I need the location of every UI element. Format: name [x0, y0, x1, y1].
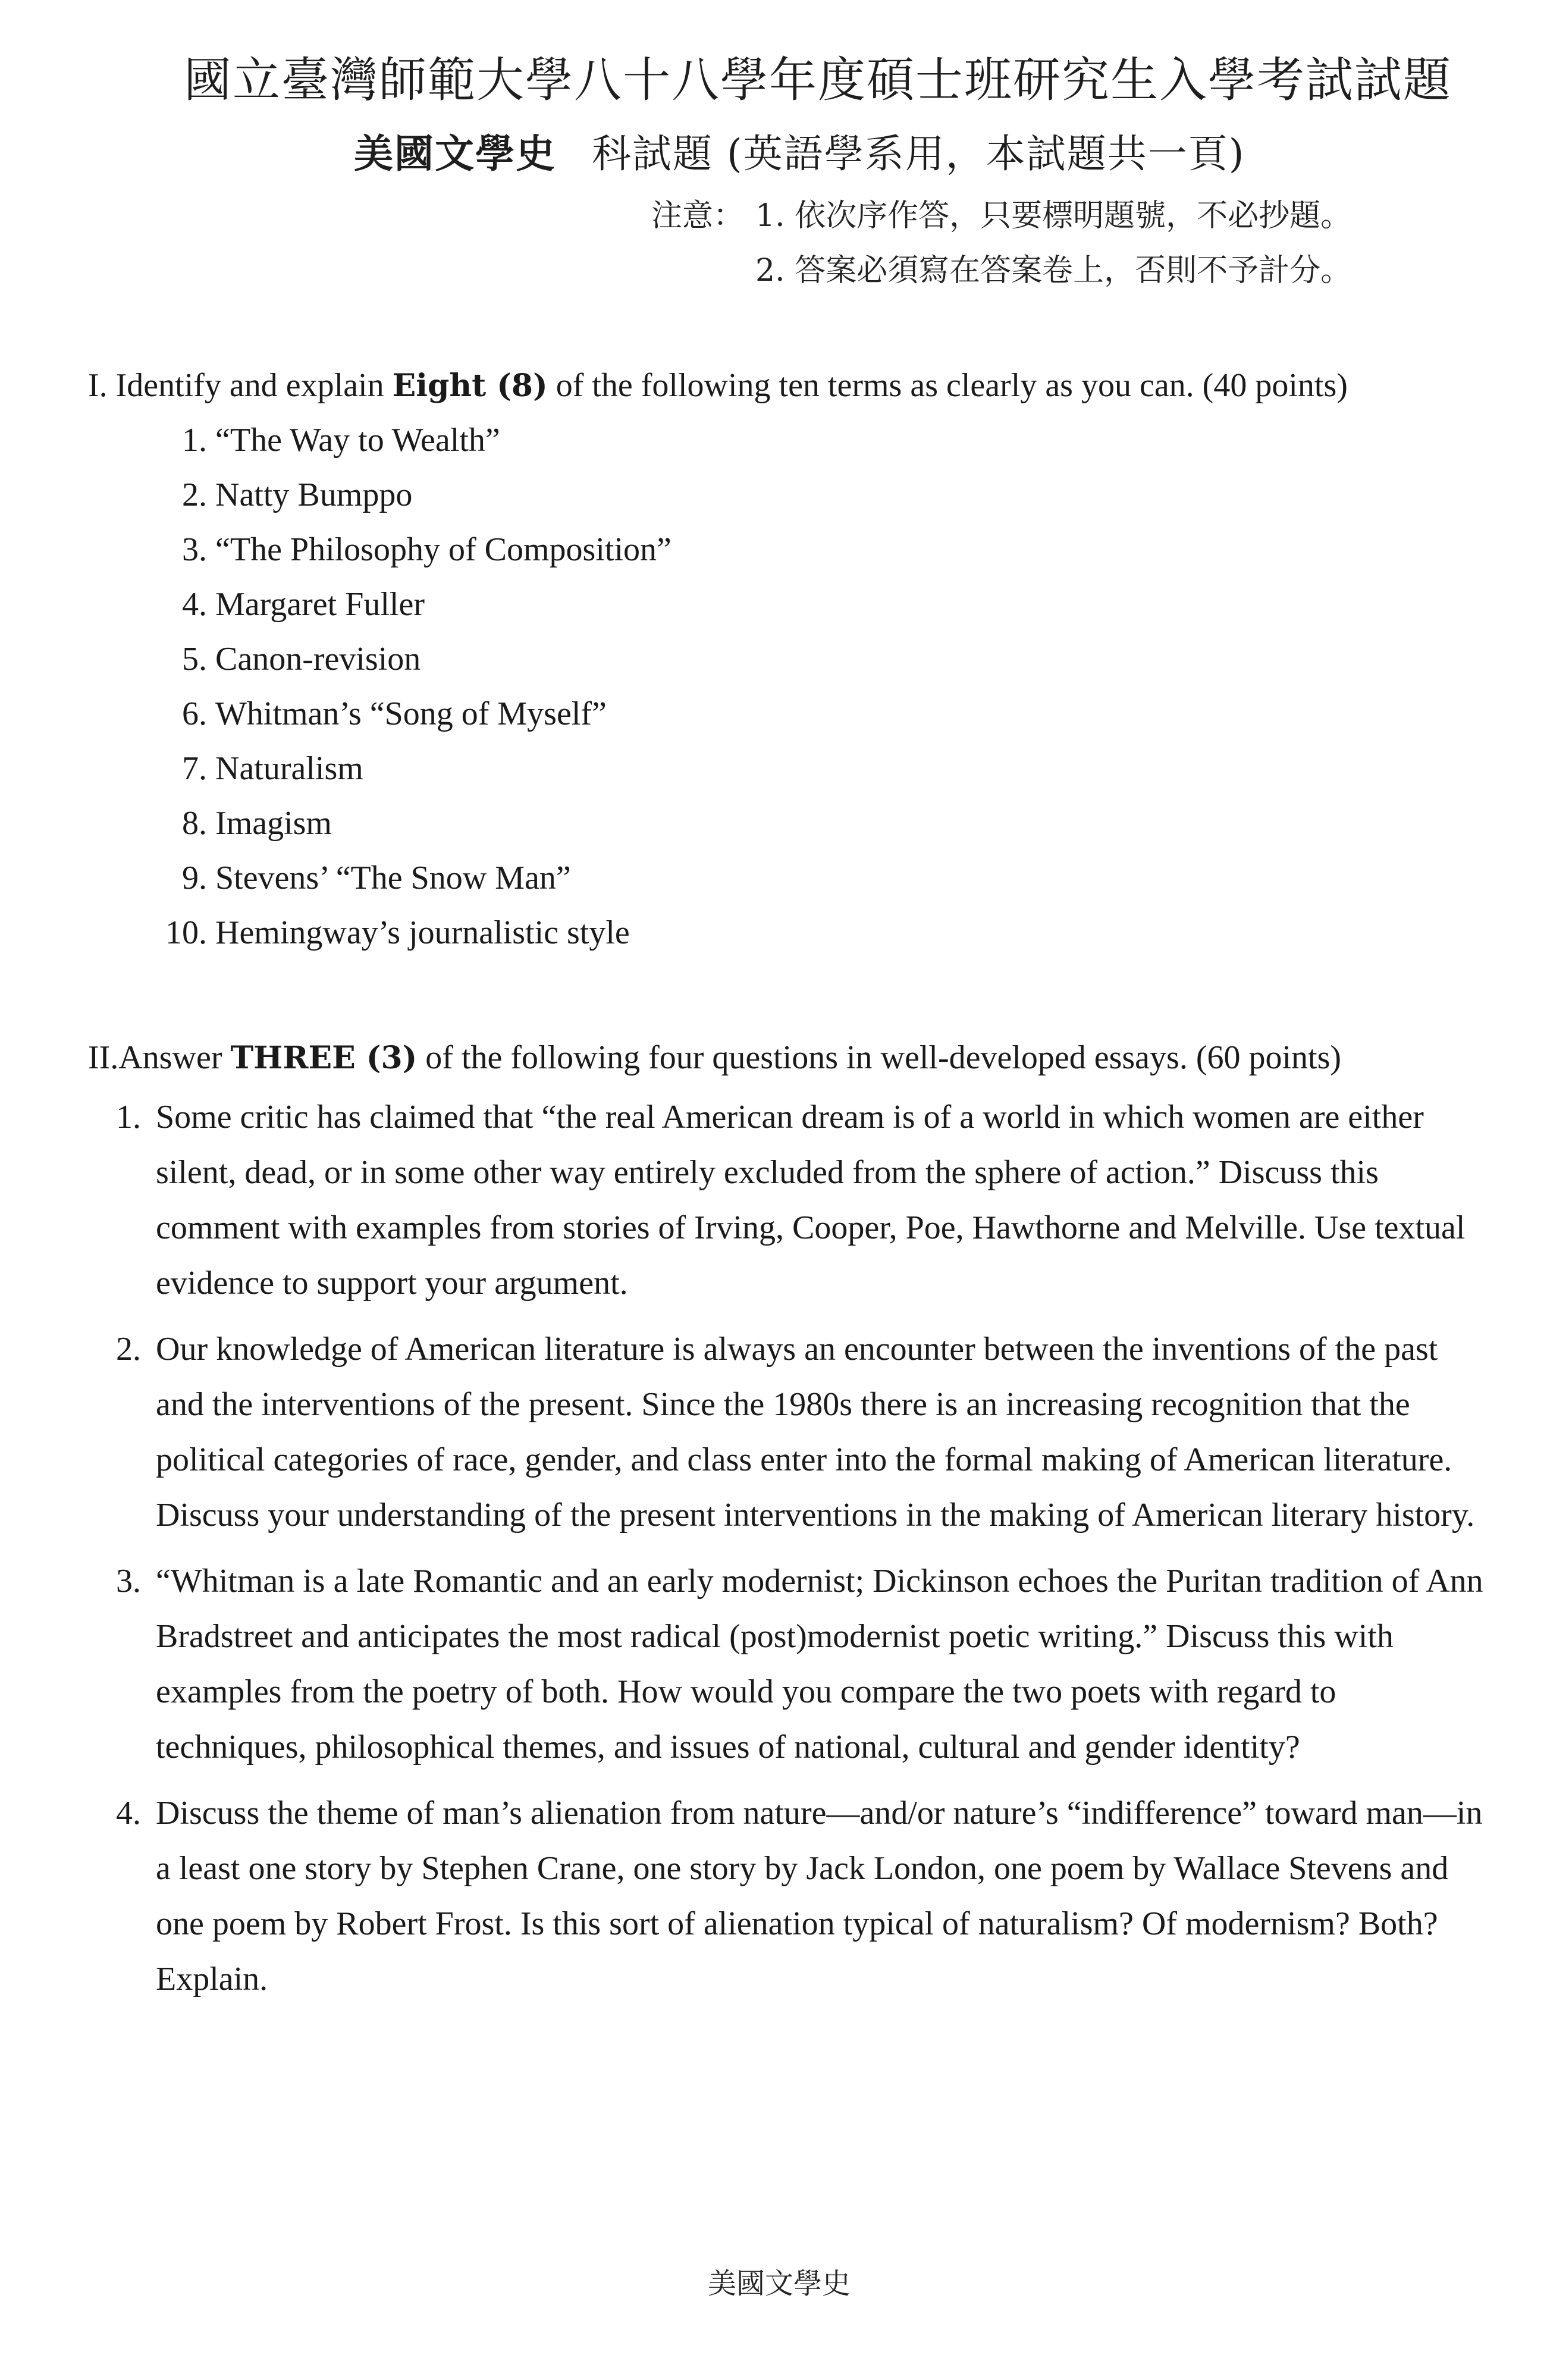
term-item — [159, 741, 1348, 796]
term-item — [159, 686, 1348, 741]
question-text: Our knowledge of American literature is always an encounter between the inventions of the past and the interventions of the present. Since the 1980s there is an increasing recognition that the political categories of race, gender, and class enter into the formal making of American literature. Discuss your understanding of the present interventions in the making of American literary history. — [156, 1331, 1475, 1534]
question-number: 2. — [116, 1331, 141, 1368]
question-number: 4. — [116, 1795, 141, 1832]
term-number: 6. — [182, 695, 207, 733]
term-text: Imagism — [215, 805, 332, 842]
term-number: 1. — [182, 422, 207, 459]
term-text: Canon-revision — [215, 641, 421, 678]
notice-text-1: 1. 依次序作答，只要標明題號，不必抄題。 — [755, 198, 1352, 234]
term-number: 8. — [182, 805, 207, 842]
term-item — [159, 905, 1348, 960]
question-item — [0, 1322, 1488, 1543]
question-item — [0, 1786, 1488, 2007]
section-2-heading-bold: THREE (3) — [230, 1040, 418, 1076]
question-number: 1. — [116, 1099, 141, 1136]
page-footer: 美國文學史 — [708, 2267, 851, 2300]
term-text: Natty Bumppo — [215, 476, 413, 514]
term-item — [159, 632, 1348, 686]
term-list — [159, 413, 1348, 960]
term-text: “The Way to Wealth” — [215, 422, 500, 459]
section-1-heading-post: of the following ten terms as clearly as you can. (40 points) — [556, 367, 1348, 404]
section-2-numeral: II. — [88, 1039, 119, 1076]
section-2-heading-pre: Answer — [118, 1039, 222, 1076]
section-2-heading-post: of the following four questions in well-developed essays. (60 points) — [425, 1039, 1342, 1076]
section-2-heading — [88, 1038, 1488, 1078]
term-text: Margaret Fuller — [215, 586, 425, 623]
term-number: 5. — [182, 641, 207, 678]
question-text: “Whitman is a late Romantic and an early modernist; Dickinson echoes the Puritan tradition of Ann Bradstreet and anticipates the most radical (post)modernist poetic writing.” Discuss this with examples from the poetry of both. How would you compare the two poets with regard to techniques, philosophical themes, and issues of national, cultural and gender identity? — [156, 1563, 1483, 1766]
notice-text-2: 2. 答案必須寫在答案卷上，否則不予計分。 — [755, 253, 1352, 289]
term-number: 4. — [182, 586, 207, 623]
exam-title: 國立臺灣師範大學八十八學年度碩士班研究生入學考試試題 — [184, 52, 1452, 108]
section-1 — [88, 366, 1348, 960]
question-text: Some critic has claimed that “the real American dream is of a world in which women are either silent, dead, or in some other way entirely excluded from the sphere of action.” Discuss this comment with examples from stories of Irving, Cooper, Poe, Hawthorne and Melville. Use textual evidence to support your argument. — [156, 1099, 1466, 1302]
section-1-heading-pre: Identify and explain — [115, 367, 384, 404]
notice-line-2 — [755, 245, 1351, 290]
subject-name: 美國文學史 — [354, 130, 556, 177]
term-number: 2. — [182, 476, 207, 514]
question-list — [0, 1090, 1488, 2007]
term-number: 9. — [182, 860, 207, 897]
term-item — [159, 851, 1348, 905]
term-item — [159, 468, 1348, 522]
section-2 — [88, 1038, 1488, 2018]
term-text: Hemingway’s journalistic style — [215, 914, 630, 952]
term-item — [159, 413, 1348, 468]
exam-subtitle — [354, 122, 1245, 178]
question-item — [0, 1554, 1488, 1775]
section-1-heading-bold: Eight (8) — [392, 368, 548, 404]
section-1-numeral: I. — [88, 367, 108, 404]
term-text: Whitman’s “Song of Myself” — [215, 695, 607, 733]
question-number: 3. — [116, 1563, 141, 1600]
term-text: Naturalism — [215, 750, 363, 788]
term-number: 3. — [182, 531, 207, 569]
section-1-heading — [88, 366, 1348, 406]
notice-line-1 — [651, 190, 1351, 235]
notice-label: 注意： — [651, 198, 745, 234]
term-text: “The Philosophy of Composition” — [215, 531, 671, 569]
term-number: 7. — [182, 750, 207, 788]
term-item — [159, 577, 1348, 632]
term-number: 10. — [165, 914, 207, 952]
subtitle-rest: 科試題 (英語學系用，本試題共一頁) — [592, 131, 1245, 177]
term-item — [159, 796, 1348, 851]
question-item — [0, 1090, 1488, 1311]
question-text: Discuss the theme of man’s alienation from nature—and/or nature’s “indifference” toward man—in a least one story by Stephen Crane, one story by Jack London, one poem by Wallace Stevens and one poem by Robert Frost. Is this sort of alienation typical of naturalism? Of modernism? Both? Explain. — [156, 1795, 1483, 1998]
term-item — [159, 522, 1348, 577]
term-text: Stevens’ “The Snow Man” — [215, 860, 571, 897]
